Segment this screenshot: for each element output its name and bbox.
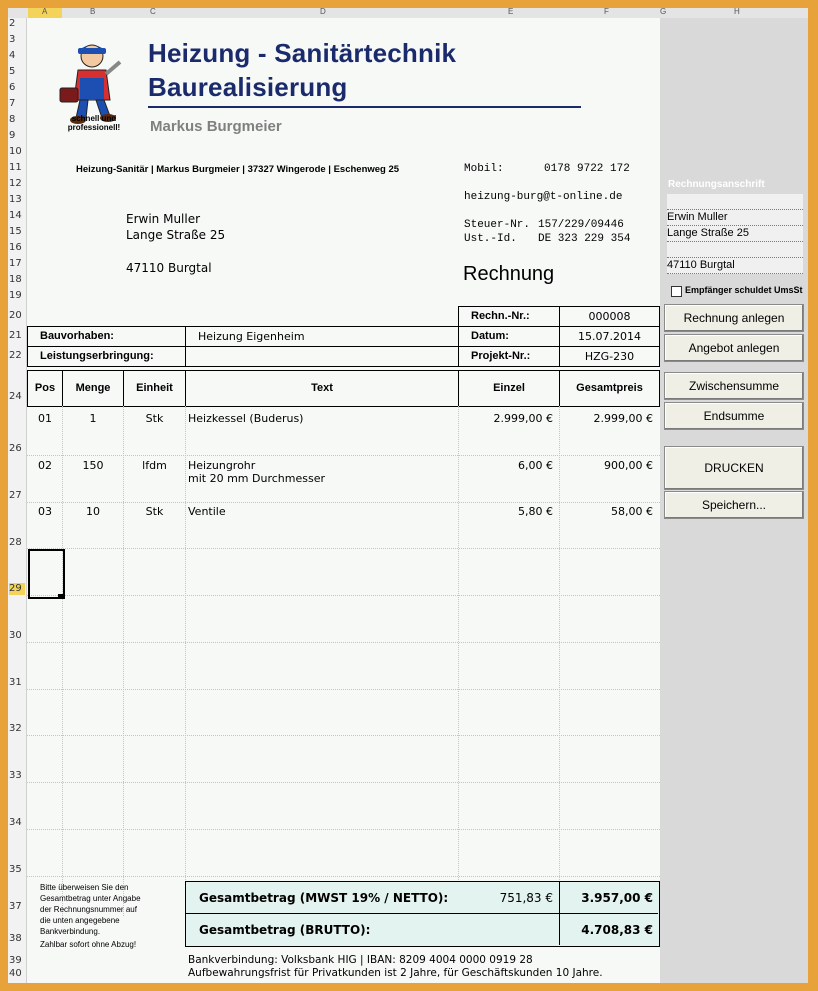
- grid-line: [27, 455, 660, 456]
- payment-note-line5: Bankverbindung.: [40, 927, 101, 936]
- side-address-line1[interactable]: [667, 194, 803, 210]
- col-gesamt-header: Gesamtpreis: [576, 382, 643, 394]
- item-einheit[interactable]: Stk: [145, 412, 164, 425]
- col-text-header: Text: [311, 382, 333, 394]
- brutto-value: 4.708,83 €: [581, 923, 653, 937]
- col-header-d[interactable]: D: [320, 8, 326, 16]
- item-einheit[interactable]: Stk: [145, 505, 164, 518]
- bauvorhaben-label: Bauvorhaben:: [40, 330, 114, 342]
- col-pos-header: Pos: [34, 382, 56, 394]
- col-header-a[interactable]: A: [42, 8, 48, 16]
- project-value[interactable]: HZG-230: [584, 350, 635, 363]
- item-gesamt[interactable]: 900,00 €: [604, 459, 653, 472]
- sender-line: Heizung-Sanitär | Markus Burgmeier | 37327 Wingerode | Eschenweg 25: [76, 164, 400, 175]
- payment-note-line2: Gesamtbetrag unter Angabe: [40, 894, 141, 903]
- vat-value: DE 323 229 354: [538, 233, 631, 245]
- row-number[interactable]: 39: [9, 955, 22, 966]
- leistung-label: Leistungserbringung:: [40, 350, 154, 362]
- col-einheit-header: Einheit: [136, 382, 173, 394]
- item-gesamt[interactable]: 2.999,00 €: [593, 412, 653, 425]
- row-number[interactable]: 6: [9, 82, 16, 93]
- grid-line: [27, 829, 660, 830]
- bauvorhaben-value[interactable]: Heizung Eigenheim: [198, 330, 305, 343]
- owner-name: Markus Burgmeier: [150, 118, 282, 135]
- email: heizung-burg@t-online.de: [464, 191, 623, 203]
- company-title-line2: Baurealisierung: [148, 72, 348, 102]
- recipient-street: Lange Straße 25: [126, 228, 226, 242]
- grid-line: [27, 689, 660, 690]
- tax-value: 157/229/09446: [538, 219, 624, 231]
- row-number[interactable]: 37: [9, 901, 22, 912]
- fill-handle[interactable]: [58, 594, 63, 599]
- recipient-city: 47110 Burgtal: [126, 261, 212, 275]
- reverse-charge-label: Empfänger schuldet UmsSt: [685, 285, 803, 295]
- footer-bank: Bankverbindung: Volksbank HIG | IBAN: 8209 4004 0000 0919 28: [188, 954, 533, 966]
- print-button[interactable]: DRUCKEN: [664, 446, 804, 490]
- payment-note-line3: der Rechnungsnummer auf: [40, 905, 137, 914]
- grid-line: [27, 502, 660, 503]
- row-number[interactable]: 8: [9, 114, 16, 125]
- row-number[interactable]: 14: [9, 210, 22, 221]
- item-pos[interactable]: 02: [38, 459, 52, 472]
- footer-retention: Aufbewahrungsfrist für Privatkunden ist 2 Jahre, für Geschäftskunden 10 Jahre.: [188, 967, 603, 979]
- col-einzel-header: Einzel: [493, 382, 525, 394]
- grid-line: [27, 595, 660, 596]
- item-pos[interactable]: 01: [38, 412, 52, 425]
- meta-border: [27, 326, 660, 327]
- row-number[interactable]: 38: [9, 933, 22, 944]
- item-text[interactable]: Heizungrohr: [188, 459, 256, 472]
- row-number[interactable]: 32: [9, 723, 22, 734]
- create-invoice-button[interactable]: Rechnung anlegen: [664, 304, 804, 332]
- totals-divider: [185, 913, 658, 914]
- row-number[interactable]: 2: [9, 18, 16, 29]
- side-address-blank[interactable]: [667, 242, 803, 258]
- title-underline: [148, 106, 581, 108]
- items-border: [659, 370, 660, 406]
- payment-note-line4: die unten angegebene: [40, 916, 120, 925]
- item-text[interactable]: Ventile: [188, 505, 226, 518]
- subtotal-button[interactable]: Zwischensumme: [664, 372, 804, 400]
- row-number[interactable]: 30: [9, 630, 22, 641]
- side-heading: Rechnungsanschrift: [668, 179, 765, 190]
- logo-tagline: schnell und professionell!: [67, 114, 121, 132]
- row-number[interactable]: 26: [9, 443, 22, 454]
- netto-value: 3.957,00 €: [581, 891, 653, 905]
- item-pos[interactable]: 03: [38, 505, 52, 518]
- row-number[interactable]: 28: [9, 537, 22, 548]
- selected-cell-a29[interactable]: [28, 549, 65, 599]
- col-header-f[interactable]: F: [604, 8, 609, 16]
- invoice-no[interactable]: 000008: [588, 310, 631, 323]
- project-label: Projekt-Nr.:: [471, 350, 531, 362]
- grid-line: [27, 735, 660, 736]
- row-number[interactable]: 33: [9, 770, 22, 781]
- row-number[interactable]: 24: [9, 391, 22, 402]
- row-number[interactable]: 31: [9, 677, 22, 688]
- row-number[interactable]: 5: [9, 66, 16, 77]
- row-number[interactable]: 17: [9, 258, 22, 269]
- recipient-name: Erwin Muller: [126, 212, 201, 226]
- row-number[interactable]: 7: [9, 98, 16, 109]
- grid-line: [27, 642, 660, 643]
- grid-line: [27, 548, 660, 549]
- col-menge-header: Menge: [75, 382, 111, 394]
- grid-line: [185, 406, 186, 916]
- meta-border: [27, 366, 660, 367]
- row-number[interactable]: 3: [9, 34, 16, 45]
- item-gesamt[interactable]: 58,00 €: [611, 505, 653, 518]
- grid-line: [27, 876, 660, 877]
- row-number[interactable]: 13: [9, 194, 22, 205]
- meta-border: [185, 326, 186, 366]
- meta-border: [27, 326, 28, 366]
- brutto-label: Gesamtbetrag (BRUTTO):: [199, 923, 371, 937]
- grid-line: [458, 406, 459, 916]
- company-title-line1: Heizung - Sanitärtechnik: [148, 38, 457, 68]
- item-text[interactable]: Heizkessel (Buderus): [188, 412, 304, 425]
- side-address-street[interactable]: Lange Straße 25: [667, 226, 803, 242]
- item-einzel[interactable]: 6,00 €: [518, 459, 553, 472]
- row-number[interactable]: 40: [9, 968, 22, 979]
- row-number[interactable]: 15: [9, 226, 22, 237]
- meta-border: [458, 306, 459, 366]
- col-header-g[interactable]: G: [660, 8, 667, 16]
- grid-line: [123, 406, 124, 916]
- row-number[interactable]: 4: [9, 50, 16, 61]
- items-border: [27, 370, 660, 371]
- item-einzel[interactable]: 2.999,00 €: [493, 412, 553, 425]
- row-number[interactable]: 11: [9, 162, 22, 173]
- item-text-line2[interactable]: mit 20 mm Durchmesser: [188, 472, 325, 485]
- document-title: Rechnung: [463, 263, 555, 285]
- row-number[interactable]: 10: [9, 146, 22, 157]
- item-einheit[interactable]: lfdm: [142, 459, 167, 472]
- total-button[interactable]: Endsumme: [664, 402, 804, 430]
- item-menge[interactable]: 1: [89, 412, 97, 425]
- row-number[interactable]: 20: [9, 310, 22, 321]
- side-address-city[interactable]: 47110 Burgtal: [667, 258, 803, 274]
- mobile-label: Mobil:: [464, 163, 504, 175]
- invoice-no-label: Rechn.-Nr.:: [471, 310, 530, 322]
- date-value[interactable]: 15.07.2014: [578, 330, 641, 343]
- col-header-b[interactable]: B: [90, 8, 96, 16]
- meta-border: [27, 346, 660, 347]
- grid-line: [559, 406, 560, 916]
- row-number[interactable]: 34: [9, 817, 22, 828]
- side-address-name[interactable]: Erwin Muller: [667, 210, 803, 226]
- spreadsheet-window: [8, 8, 808, 983]
- col-header-h[interactable]: H: [734, 8, 740, 16]
- item-menge[interactable]: 150: [82, 459, 104, 472]
- payment-note-line6: Zahlbar sofort ohne Abzug!: [40, 940, 137, 949]
- create-offer-button[interactable]: Angebot anlegen: [664, 334, 804, 362]
- col-header-c[interactable]: C: [150, 8, 156, 16]
- row-number[interactable]: 19: [9, 290, 22, 301]
- items-border: [27, 406, 660, 407]
- save-button[interactable]: Speichern...: [664, 491, 804, 519]
- vat-label: Ust.-Id.: [464, 233, 517, 245]
- date-label: Datum:: [471, 330, 509, 342]
- row-number[interactable]: 22: [9, 350, 22, 361]
- row-number[interactable]: 18: [9, 274, 22, 285]
- mobile-value: 0178 9722 172: [544, 163, 630, 175]
- payment-note-line1: Bitte überweisen Sie den: [40, 883, 129, 892]
- row-number-selected[interactable]: 29: [9, 583, 25, 595]
- row-number[interactable]: 21: [9, 330, 22, 341]
- row-number[interactable]: 16: [9, 242, 22, 253]
- row-number[interactable]: 27: [9, 490, 22, 501]
- row-number[interactable]: 35: [9, 864, 22, 875]
- tax-label: Steuer-Nr.: [464, 219, 531, 231]
- row-number[interactable]: 12: [9, 178, 22, 189]
- item-menge[interactable]: 10: [86, 505, 100, 518]
- item-einzel[interactable]: 5,80 €: [518, 505, 553, 518]
- col-header-e[interactable]: E: [508, 8, 514, 16]
- grid-line: [27, 782, 660, 783]
- mwst-value: 751,83 €: [499, 891, 553, 905]
- meta-border: [659, 306, 660, 366]
- grid-line: [62, 406, 63, 916]
- reverse-charge-checkbox[interactable]: [671, 286, 682, 297]
- row-number[interactable]: 9: [9, 130, 16, 141]
- netto-label: Gesamtbetrag (MWST 19% / NETTO):: [199, 891, 449, 905]
